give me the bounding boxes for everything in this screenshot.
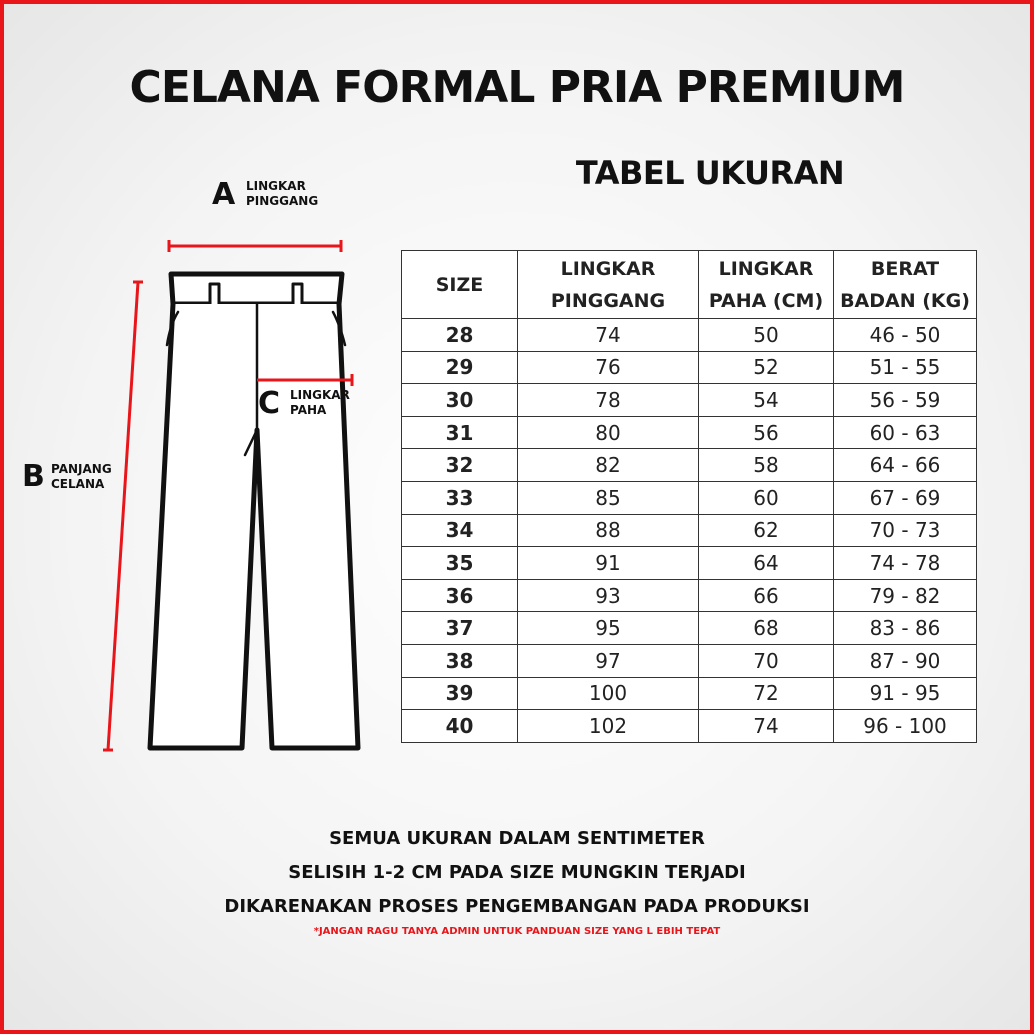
waist-cell: 91 xyxy=(518,547,699,580)
weight-cell: 51 - 55 xyxy=(834,351,977,384)
thigh-cell: 74 xyxy=(699,710,834,743)
weight-cell: 74 - 78 xyxy=(834,547,977,580)
size-cell: 39 xyxy=(402,677,518,710)
header-waist: LINGKAR PINGGANG xyxy=(518,251,699,319)
waist-cell: 97 xyxy=(518,644,699,677)
weight-cell: 96 - 100 xyxy=(834,710,977,743)
thigh-cell: 68 xyxy=(699,612,834,645)
thigh-cell: 54 xyxy=(699,384,834,417)
weight-cell: 56 - 59 xyxy=(834,384,977,417)
size-cell: 32 xyxy=(402,449,518,482)
weight-cell: 79 - 82 xyxy=(834,579,977,612)
table-row xyxy=(402,449,977,482)
table-row xyxy=(402,677,977,710)
length-letter: B xyxy=(22,459,45,494)
size-cell: 28 xyxy=(402,319,518,352)
size-cell: 33 xyxy=(402,481,518,514)
thigh-cell: 70 xyxy=(699,644,834,677)
length-text: PANJANG CELANA xyxy=(51,462,112,491)
thigh-text: LINGKAR PAHA xyxy=(290,388,350,417)
thigh-cell: 60 xyxy=(699,481,834,514)
thigh-cell: 52 xyxy=(699,351,834,384)
size-cell: 37 xyxy=(402,612,518,645)
table-body xyxy=(402,319,977,743)
waist-cell: 76 xyxy=(518,351,699,384)
size-cell: 30 xyxy=(402,384,518,417)
waist-letter: A xyxy=(212,177,236,212)
header-size: SIZE xyxy=(402,251,518,319)
waist-cell: 100 xyxy=(518,677,699,710)
weight-cell: 60 - 63 xyxy=(834,416,977,449)
header-weight: BERAT BADAN (KG) xyxy=(834,251,977,319)
note-line: DIKARENAKAN PROSES PENGEMBANGAN PADA PRODUKSI xyxy=(224,896,810,917)
table-row xyxy=(402,612,977,645)
waist-cell: 102 xyxy=(518,710,699,743)
table-row xyxy=(402,514,977,547)
thigh-cell: 58 xyxy=(699,449,834,482)
table-row xyxy=(402,644,977,677)
weight-cell: 83 - 86 xyxy=(834,612,977,645)
pants-outline-icon xyxy=(150,274,358,748)
notes xyxy=(0,822,1034,924)
size-cell: 38 xyxy=(402,644,518,677)
waist-cell: 80 xyxy=(518,416,699,449)
thigh-cell: 56 xyxy=(699,416,834,449)
thigh-letter: C xyxy=(258,386,281,421)
waist-text: LINGKAR PINGGANG xyxy=(246,179,319,208)
size-cell: 31 xyxy=(402,416,518,449)
size-cell: 40 xyxy=(402,710,518,743)
header-thigh: LINGKAR PAHA (CM) xyxy=(699,251,834,319)
page-title: CELANA FORMAL PRIA PREMIUM xyxy=(129,62,905,113)
waist-cell: 85 xyxy=(518,481,699,514)
thigh-cell: 66 xyxy=(699,579,834,612)
table-row xyxy=(402,547,977,580)
thigh-cell: 64 xyxy=(699,547,834,580)
size-cell: 35 xyxy=(402,547,518,580)
thigh-cell: 62 xyxy=(699,514,834,547)
table-row xyxy=(402,351,977,384)
waist-cell: 82 xyxy=(518,449,699,482)
note-line: SELISIH 1-2 CM PADA SIZE MUNGKIN TERJADI xyxy=(288,862,746,883)
weight-cell: 67 - 69 xyxy=(834,481,977,514)
table-row xyxy=(402,579,977,612)
waist-cell: 74 xyxy=(518,319,699,352)
table-row xyxy=(402,319,977,352)
waist-cell: 78 xyxy=(518,384,699,417)
table-row xyxy=(402,481,977,514)
waist-cell: 95 xyxy=(518,612,699,645)
footnote: *JANGAN RAGU TANYA ADMIN UNTUK PANDUAN SIZE YANG L EBIH TEPAT xyxy=(313,926,721,937)
size-cell: 34 xyxy=(402,514,518,547)
table-row xyxy=(402,416,977,449)
weight-cell: 46 - 50 xyxy=(834,319,977,352)
table-title: TABEL UKURAN xyxy=(575,154,845,192)
weight-cell: 87 - 90 xyxy=(834,644,977,677)
weight-cell: 64 - 66 xyxy=(834,449,977,482)
table-row xyxy=(402,384,977,417)
note-line: SEMUA UKURAN DALAM SENTIMETER xyxy=(329,828,705,849)
thigh-cell: 50 xyxy=(699,319,834,352)
waist-cell: 88 xyxy=(518,514,699,547)
thigh-cell: 72 xyxy=(699,677,834,710)
weight-cell: 70 - 73 xyxy=(834,514,977,547)
weight-cell: 91 - 95 xyxy=(834,677,977,710)
size-table xyxy=(401,250,977,743)
table-row xyxy=(402,710,977,743)
table-header-row xyxy=(402,251,977,319)
waist-cell: 93 xyxy=(518,579,699,612)
size-cell: 36 xyxy=(402,579,518,612)
size-cell: 29 xyxy=(402,351,518,384)
